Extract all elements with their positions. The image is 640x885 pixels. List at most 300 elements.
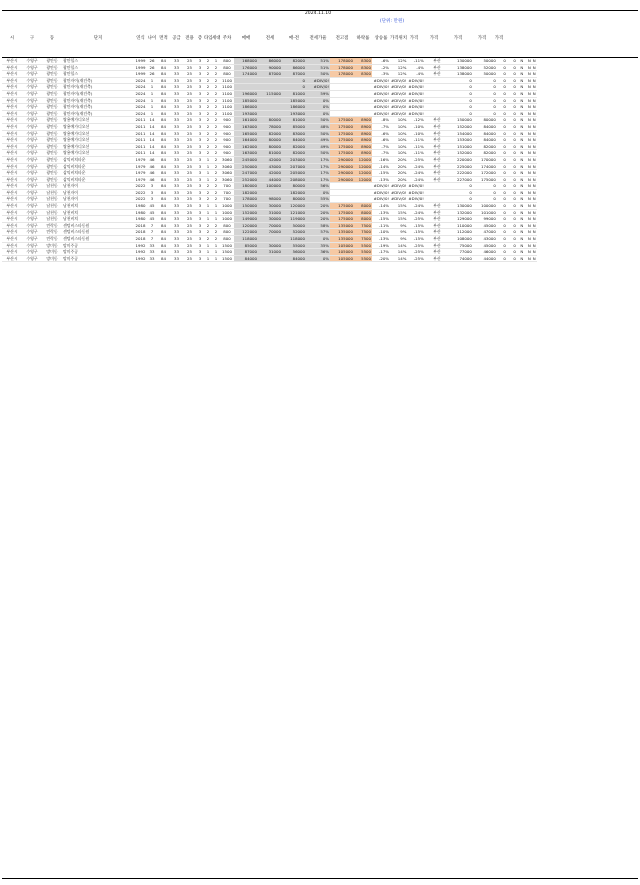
table-cell[interactable]: 쌍용예가디오션 [62, 117, 134, 124]
table-cell[interactable]: 15% [390, 209, 407, 216]
table-cell[interactable]: 1 [204, 176, 212, 183]
table-cell[interactable]: 수영구 [22, 236, 42, 243]
table-cell[interactable]: 46 [147, 163, 157, 170]
table-cell[interactable]: 0 [507, 150, 517, 157]
table-cell[interactable]: 25 [183, 137, 196, 144]
table-cell[interactable]: 77000 [449, 249, 473, 256]
table-cell[interactable]: 50% [306, 130, 330, 137]
table-cell[interactable]: 25 [183, 183, 196, 190]
table-cell[interactable]: 12000 [354, 163, 372, 170]
table-cell[interactable]: 부산 [425, 216, 449, 223]
table-cell[interactable]: 부산 [425, 143, 449, 150]
table-cell[interactable]: N [532, 203, 536, 209]
table-row[interactable] [2, 84, 537, 91]
table-cell[interactable]: N [517, 203, 527, 210]
table-cell[interactable]: 83000 [282, 130, 306, 137]
table-cell[interactable]: 135000 [330, 229, 354, 236]
table-cell[interactable]: 0 [449, 196, 473, 203]
table-cell[interactable]: 2 [204, 183, 212, 190]
table-cell[interactable]: 84 [157, 176, 170, 183]
table-cell[interactable]: 25 [183, 229, 196, 236]
table-cell[interactable]: 800 [220, 222, 234, 229]
table-cell[interactable]: 1100 [220, 104, 234, 111]
table-cell[interactable]: 25 [183, 203, 196, 210]
table-cell[interactable]: 3 [196, 110, 204, 117]
table-cell[interactable]: 1 [204, 242, 212, 249]
table-cell[interactable]: 0 [507, 249, 517, 256]
table-cell[interactable]: 26 [147, 64, 157, 71]
table-cell[interactable]: N [532, 150, 536, 156]
table-cell[interactable]: 800 [220, 229, 234, 236]
table-cell[interactable]: 7 [147, 236, 157, 243]
table-cell[interactable]: 25 [183, 84, 196, 91]
table-cell[interactable]: 105000 [330, 249, 354, 256]
table-cell[interactable]: 84 [157, 203, 170, 210]
table-cell[interactable]: 수영구 [22, 255, 42, 262]
column-header[interactable]: 가격위치 [390, 36, 407, 41]
table-cell[interactable]: 84 [157, 143, 170, 150]
table-cell[interactable]: 0 [473, 196, 497, 203]
table-cell[interactable]: 3 [196, 236, 204, 243]
table-cell[interactable]: 119000 [282, 216, 306, 223]
table-cell[interactable]: 84 [157, 163, 170, 170]
table-cell[interactable]: -12% [407, 117, 424, 124]
table-cell[interactable]: 33 [170, 58, 183, 64]
table-cell[interactable]: 33 [170, 90, 183, 97]
table-cell[interactable]: 0 [449, 183, 473, 190]
table-cell[interactable]: 2 [212, 110, 220, 117]
table-cell[interactable]: 84 [157, 170, 170, 177]
table-cell[interactable]: 1 [147, 110, 157, 117]
table-cell[interactable]: 55% [306, 196, 330, 203]
table-cell[interactable]: #DIV/0! [373, 183, 389, 189]
table-cell[interactable] [425, 90, 449, 97]
table-cell[interactable]: -25% [407, 255, 424, 262]
table-cell[interactable] [354, 110, 372, 117]
table-cell[interactable]: 수영구 [22, 222, 42, 229]
table-cell[interactable]: 0 [507, 137, 517, 144]
table-cell[interactable]: 부산 [425, 156, 449, 163]
table-cell[interactable]: N [517, 84, 527, 91]
table-cell[interactable]: 178000 [330, 71, 354, 78]
table-cell[interactable]: 2 [212, 236, 220, 243]
table-cell[interactable]: 남천동 [42, 196, 62, 203]
table-cell[interactable]: N [532, 209, 536, 215]
table-cell[interactable]: #DIV/0! [391, 104, 407, 110]
table-cell[interactable]: 20% [390, 170, 407, 177]
table-cell[interactable]: -19% [372, 242, 390, 249]
table-cell[interactable]: 193000 [234, 110, 258, 117]
table-cell[interactable]: 150000 [449, 117, 473, 124]
column-header[interactable]: 층 [197, 36, 203, 41]
table-cell[interactable]: #DIV/0! [391, 196, 407, 202]
table-cell[interactable]: 수영구 [22, 123, 42, 130]
table-cell[interactable]: 178000 [330, 64, 354, 71]
table-cell[interactable] [425, 97, 449, 104]
table-cell[interactable]: N [517, 209, 527, 216]
table-cell[interactable]: 2 [204, 117, 212, 124]
table-cell[interactable]: 70000 [258, 222, 282, 229]
table-cell[interactable]: 700 [220, 196, 234, 203]
table-cell[interactable]: 부산 [425, 255, 449, 262]
table-cell[interactable]: 0 [497, 209, 507, 216]
table-cell[interactable]: 86000 [282, 64, 306, 71]
table-cell[interactable]: -4% [407, 64, 424, 71]
table-cell[interactable]: N [517, 130, 527, 137]
table-cell[interactable]: 0 [507, 242, 517, 249]
table-cell[interactable]: 0 [507, 104, 517, 111]
table-cell[interactable]: 0 [473, 97, 497, 104]
column-header[interactable]: 동 [49, 36, 55, 41]
column-header[interactable]: 타입 [204, 36, 213, 41]
table-cell[interactable]: 부산시 [2, 84, 22, 91]
table-cell[interactable]: 180000 [234, 183, 258, 190]
table-cell[interactable]: 0 [507, 170, 517, 177]
table-row[interactable] [2, 196, 537, 203]
column-header[interactable]: 공급 [172, 36, 181, 41]
table-cell[interactable]: 5500 [354, 249, 372, 256]
table-cell[interactable]: 남천비치 [62, 209, 134, 216]
table-cell[interactable]: 33 [170, 64, 183, 71]
table-cell[interactable]: 84 [157, 222, 170, 229]
table-cell[interactable]: 부산시 [2, 216, 22, 223]
table-cell[interactable]: 0 [497, 104, 507, 111]
table-cell[interactable]: #DIV/0! [373, 97, 389, 103]
table-cell[interactable]: 20% [306, 203, 330, 210]
table-cell[interactable]: N [532, 123, 536, 129]
table-cell[interactable]: 3 [196, 209, 204, 216]
table-cell[interactable]: 2022 [135, 189, 146, 195]
table-row[interactable] [2, 130, 537, 137]
table-cell[interactable]: 55000 [282, 242, 306, 249]
table-cell[interactable]: 12000 [354, 176, 372, 183]
table-cell[interactable]: 2 [212, 97, 220, 104]
table-cell[interactable]: N [517, 242, 527, 249]
table-cell[interactable]: 151000 [449, 143, 473, 150]
table-cell[interactable]: 25 [183, 71, 196, 78]
table-cell[interactable]: 20% [390, 176, 407, 183]
table-cell[interactable]: -24% [407, 163, 424, 170]
table-cell[interactable]: 3 [196, 71, 204, 78]
table-cell[interactable]: -6% [372, 137, 390, 144]
table-cell[interactable]: 25 [183, 189, 196, 196]
table-cell[interactable] [330, 77, 354, 84]
table-cell[interactable]: 2 [204, 229, 212, 236]
table-cell[interactable]: 33 [170, 150, 183, 157]
table-cell[interactable]: 남천동 [42, 209, 62, 216]
table-cell[interactable]: 8900 [354, 117, 372, 124]
table-cell[interactable]: 1 [212, 203, 220, 210]
table-cell[interactable]: 178000 [234, 196, 258, 203]
table-cell[interactable]: 광안동 [42, 58, 62, 64]
table-row[interactable] [2, 236, 537, 243]
table-cell[interactable]: 800 [220, 236, 234, 243]
table-cell[interactable] [425, 189, 449, 196]
table-cell[interactable]: 20% [390, 163, 407, 170]
table-cell[interactable]: 부산시 [2, 170, 22, 177]
table-cell[interactable]: 2 [212, 176, 220, 183]
table-cell[interactable]: 부산시 [2, 104, 22, 111]
table-cell[interactable]: 17% [306, 163, 330, 170]
table-cell[interactable]: 8900 [354, 143, 372, 150]
table-cell[interactable]: -14% [372, 203, 390, 210]
table-cell[interactable]: 부산시 [2, 97, 22, 104]
table-cell[interactable]: 부산 [425, 130, 449, 137]
table-cell[interactable]: 부산 [425, 229, 449, 236]
table-cell[interactable]: 47000 [473, 229, 497, 236]
table-cell[interactable]: N [527, 249, 531, 255]
table-cell[interactable]: 수영구 [22, 183, 42, 190]
table-cell[interactable]: 0 [507, 216, 517, 223]
table-cell[interactable]: 부산시 [2, 209, 22, 216]
table-cell[interactable]: 900 [220, 123, 234, 130]
table-cell[interactable]: 삼익비치타운 [62, 170, 134, 177]
table-cell[interactable]: 0 [507, 90, 517, 97]
table-cell[interactable]: 1999 [135, 71, 146, 77]
table-cell[interactable]: 1 [147, 84, 157, 91]
table-cell[interactable]: 부산시 [2, 110, 22, 117]
table-cell[interactable]: 50000 [473, 58, 497, 64]
table-cell[interactable]: 0 [507, 71, 517, 78]
table-cell[interactable]: 1 [204, 216, 212, 223]
table-cell[interactable]: 1 [204, 170, 212, 177]
table-cell[interactable]: 17% [306, 170, 330, 177]
table-cell[interactable]: 0 [507, 110, 517, 117]
table-cell[interactable]: N [517, 110, 527, 117]
table-cell[interactable]: 부산시 [2, 150, 22, 157]
table-cell[interactable]: 99000 [473, 216, 497, 223]
table-row[interactable] [2, 71, 537, 78]
table-cell[interactable]: N [517, 183, 527, 190]
table-cell[interactable]: 82000 [473, 143, 497, 150]
table-cell[interactable]: 쌍용예가디오션 [62, 137, 134, 144]
table-cell[interactable]: 25 [183, 216, 196, 223]
table-cell[interactable]: 8900 [354, 137, 372, 144]
table-cell[interactable]: 108000 [449, 236, 473, 243]
table-cell[interactable]: 186000 [234, 104, 258, 111]
table-cell[interactable]: 0 [473, 77, 497, 84]
table-cell[interactable]: N [527, 123, 531, 129]
table-cell[interactable]: N [527, 189, 531, 195]
table-cell[interactable]: 부산 [425, 64, 449, 71]
table-cell[interactable]: #DIV/0! [306, 77, 330, 84]
table-cell[interactable]: 110000 [449, 222, 473, 229]
table-cell[interactable]: 7500 [354, 222, 372, 229]
table-cell[interactable]: 2 [212, 123, 220, 130]
table-cell[interactable]: 부산시 [2, 143, 22, 150]
table-cell[interactable]: 2011 [135, 150, 146, 156]
table-cell[interactable]: N [532, 170, 536, 176]
table-cell[interactable]: 광안동 [42, 110, 62, 117]
table-cell[interactable]: 700 [220, 189, 234, 196]
table-cell[interactable]: 129000 [449, 216, 473, 223]
table-cell[interactable]: 부산 [425, 123, 449, 130]
table-cell[interactable]: 2 [204, 137, 212, 144]
table-cell[interactable]: 8000 [354, 209, 372, 216]
table-cell[interactable]: 0 [507, 203, 517, 210]
table-cell[interactable]: 2018 [135, 229, 146, 235]
table-cell[interactable]: 84 [157, 90, 170, 97]
table-cell[interactable]: -7% [372, 123, 390, 130]
table-cell[interactable]: 수영구 [22, 64, 42, 71]
table-cell[interactable]: 0 [507, 229, 517, 236]
table-cell[interactable]: N [527, 229, 531, 235]
table-cell[interactable]: 민락동 [42, 229, 62, 236]
table-cell[interactable]: #DIV/0! [391, 97, 407, 103]
table-cell[interactable]: 45 [147, 209, 157, 216]
table-cell[interactable]: 30000 [258, 203, 282, 210]
table-cell[interactable]: 25 [183, 196, 196, 203]
table-cell[interactable]: 205000 [282, 170, 306, 177]
table-cell[interactable]: 2011 [135, 130, 146, 136]
table-cell[interactable]: 12000 [354, 156, 372, 163]
table-cell[interactable]: 3 [196, 97, 204, 104]
table-cell[interactable]: 부산시 [2, 64, 22, 71]
table-cell[interactable]: 망미동 [42, 255, 62, 262]
table-cell[interactable]: N [517, 222, 527, 229]
table-cell[interactable]: 1000 [220, 209, 234, 216]
table-cell[interactable] [258, 97, 282, 104]
table-cell[interactable]: 84 [157, 150, 170, 157]
table-cell[interactable]: 25 [183, 123, 196, 130]
table-cell[interactable]: 3 [196, 216, 204, 223]
table-cell[interactable]: 50% [306, 150, 330, 157]
table-cell[interactable]: 31000 [258, 209, 282, 216]
table-cell[interactable]: 900 [220, 143, 234, 150]
table-cell[interactable]: 0 [497, 216, 507, 223]
table-cell[interactable]: 45000 [473, 242, 497, 249]
table-cell[interactable]: 0 [497, 97, 507, 104]
table-cell[interactable]: 5500 [354, 255, 372, 262]
table-cell[interactable]: #DIV/0! [391, 183, 407, 189]
table-cell[interactable] [425, 77, 449, 84]
table-cell[interactable]: 1500 [220, 249, 234, 256]
table-cell[interactable] [258, 255, 282, 262]
table-cell[interactable]: 2 [204, 236, 212, 243]
table-cell[interactable]: #DIV/0! [373, 189, 389, 195]
table-cell[interactable]: 삼익비치타운 [62, 156, 134, 163]
table-cell[interactable]: N [527, 130, 531, 136]
table-cell[interactable]: 33 [170, 170, 183, 177]
table-cell[interactable]: 2024 [135, 104, 146, 110]
table-cell[interactable]: 1 [204, 209, 212, 216]
table-cell[interactable]: 망미동 [42, 249, 62, 256]
table-cell[interactable]: 80000 [258, 117, 282, 124]
table-cell[interactable]: 10% [390, 150, 407, 157]
table-cell[interactable]: N [517, 123, 527, 130]
table-cell[interactable]: 3 [196, 143, 204, 150]
table-cell[interactable]: 33 [170, 255, 183, 262]
table-cell[interactable]: 100000 [258, 183, 282, 190]
table-cell[interactable]: 33 [170, 77, 183, 84]
table-cell[interactable]: 0% [306, 255, 330, 262]
table-cell[interactable]: 0 [507, 156, 517, 163]
table-cell[interactable]: 46 [147, 156, 157, 163]
table-cell[interactable]: 부산시 [2, 137, 22, 144]
table-cell[interactable]: N [527, 183, 531, 189]
table-cell[interactable]: 수영구 [22, 242, 42, 249]
table-cell[interactable]: 수영구 [22, 97, 42, 104]
table-cell[interactable]: 2 [212, 196, 220, 203]
table-cell[interactable]: #DIV/0! [408, 196, 424, 202]
table-cell[interactable] [330, 189, 354, 196]
table-cell[interactable]: 52000 [473, 64, 497, 71]
table-cell[interactable]: 삼익비치타운 [62, 176, 134, 183]
table-cell[interactable]: 3 [196, 137, 204, 144]
table-cell[interactable]: N [517, 58, 527, 64]
table-cell[interactable]: 25 [183, 242, 196, 249]
table-row[interactable] [2, 117, 537, 124]
table-row[interactable] [2, 77, 537, 84]
table-cell[interactable]: -7% [372, 143, 390, 150]
table-cell[interactable]: 0 [497, 110, 507, 117]
table-cell[interactable]: 81000 [282, 90, 306, 97]
table-cell[interactable]: 182000 [282, 189, 306, 196]
table-cell[interactable]: 광안동 [42, 123, 62, 130]
table-cell[interactable]: 부산 [425, 170, 449, 177]
table-cell[interactable]: 43000 [473, 236, 497, 243]
table-cell[interactable]: 14% [390, 255, 407, 262]
table-cell[interactable]: N [527, 110, 531, 116]
table-cell[interactable]: 9% [390, 229, 407, 236]
table-cell[interactable]: #DIV/0! [391, 90, 407, 96]
table-cell[interactable]: N [532, 222, 536, 228]
table-cell[interactable]: 252000 [234, 176, 258, 183]
table-cell[interactable]: N [527, 104, 531, 110]
table-cell[interactable]: 2 [212, 71, 220, 78]
table-cell[interactable]: -25% [407, 242, 424, 249]
table-cell[interactable]: 2022 [135, 196, 146, 202]
table-cell[interactable]: 부산시 [2, 255, 22, 262]
table-cell[interactable]: -16% [372, 156, 390, 163]
table-cell[interactable]: 14 [147, 117, 157, 124]
table-cell[interactable]: 2 [204, 71, 212, 78]
table-cell[interactable]: 122000 [234, 229, 258, 236]
table-cell[interactable]: 14 [147, 130, 157, 137]
table-cell[interactable]: 87000 [258, 71, 282, 78]
table-cell[interactable]: N [527, 58, 531, 63]
table-cell[interactable]: N [517, 137, 527, 144]
table-cell[interactable]: 부산시 [2, 222, 22, 229]
table-cell[interactable]: 81000 [258, 150, 282, 157]
table-cell[interactable]: 33 [170, 143, 183, 150]
table-cell[interactable]: 7 [147, 229, 157, 236]
table-cell[interactable]: N [532, 90, 536, 96]
table-cell[interactable]: 1999 [135, 64, 146, 70]
table-cell[interactable]: 800 [220, 64, 234, 71]
table-cell[interactable]: 3 [196, 117, 204, 124]
table-cell[interactable]: 36% [306, 249, 330, 256]
table-cell[interactable]: 수영구 [22, 156, 42, 163]
table-cell[interactable]: 1 [204, 203, 212, 210]
table-cell[interactable]: 101000 [473, 209, 497, 216]
table-cell[interactable]: 25 [183, 163, 196, 170]
table-cell[interactable]: 33 [170, 249, 183, 256]
table-cell[interactable]: -10% [407, 130, 424, 137]
table-cell[interactable]: 172000 [473, 170, 497, 177]
table-row[interactable] [2, 170, 537, 177]
table-cell[interactable]: 46000 [473, 249, 497, 256]
table-cell[interactable]: 84 [157, 236, 170, 243]
table-cell[interactable]: 25 [183, 236, 196, 243]
table-cell[interactable]: 2024 [135, 110, 146, 116]
table-cell[interactable]: N [517, 255, 527, 262]
table-cell[interactable]: 152000 [449, 150, 473, 157]
table-cell[interactable]: 3060 [220, 170, 234, 177]
table-cell[interactable] [354, 97, 372, 104]
table-cell[interactable]: 0 [449, 110, 473, 117]
table-cell[interactable]: N [517, 216, 527, 223]
